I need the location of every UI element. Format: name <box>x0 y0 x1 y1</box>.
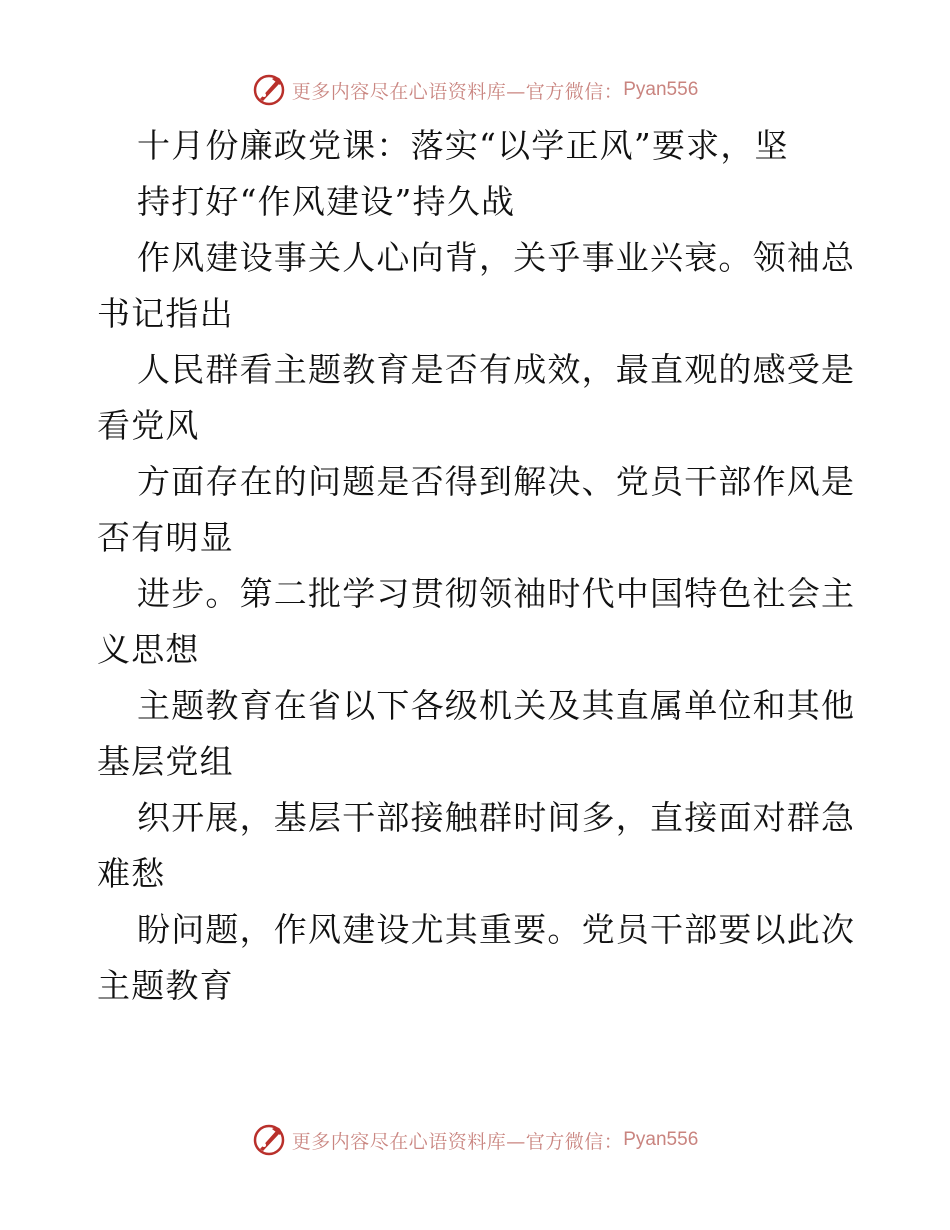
paragraph-line: 看党风 <box>97 406 200 445</box>
header-watermark-banner <box>0 70 950 110</box>
quill-pen-logo-icon <box>252 73 286 107</box>
paragraph-line: 主题教育 <box>97 966 234 1005</box>
header-banner-text: 更多内容尽在心语资料库—官方微信： <box>291 80 624 103</box>
document-body <box>97 118 857 1014</box>
paragraph-line: 盼问题，作风建设尤其重要。党员干部要以此次 <box>137 910 856 949</box>
document-title-line-2: 持打好“作风建设”持久战 <box>137 182 516 221</box>
header-wechat-id: Pyan556 <box>623 79 699 100</box>
paragraph-line: 进步。第二批学习贯彻领袖时代中国特色社会主 <box>137 574 856 613</box>
paragraph-line: 否有明显 <box>97 518 234 557</box>
footer-wechat-id: Pyan556 <box>623 1129 699 1150</box>
paragraph-line: 书记指出 <box>97 294 234 333</box>
paragraph-line: 义思想 <box>97 630 200 669</box>
paragraph-line: 织开展，基层干部接触群时间多，直接面对群急 <box>137 798 856 837</box>
paragraph-line: 人民群看主题教育是否有成效，最直观的感受是 <box>137 350 856 389</box>
paragraph-line: 作风建设事关人心向背，关乎事业兴衰。领袖总 <box>137 238 856 277</box>
paragraph-line: 主题教育在省以下各级机关及其直属单位和其他 <box>137 686 856 725</box>
paragraph-line: 基层党组 <box>97 742 234 781</box>
quill-pen-logo-icon <box>252 1123 286 1157</box>
paragraph-line: 方面存在的问题是否得到解决、党员干部作风是 <box>137 462 856 501</box>
document-title-line-1: 十月份廉政党课：落实“以学正风”要求，坚 <box>137 126 789 165</box>
footer-banner-text: 更多内容尽在心语资料库—官方微信： <box>291 1130 624 1153</box>
paragraph-line: 难愁 <box>97 854 166 893</box>
footer-watermark-banner <box>0 1120 950 1160</box>
